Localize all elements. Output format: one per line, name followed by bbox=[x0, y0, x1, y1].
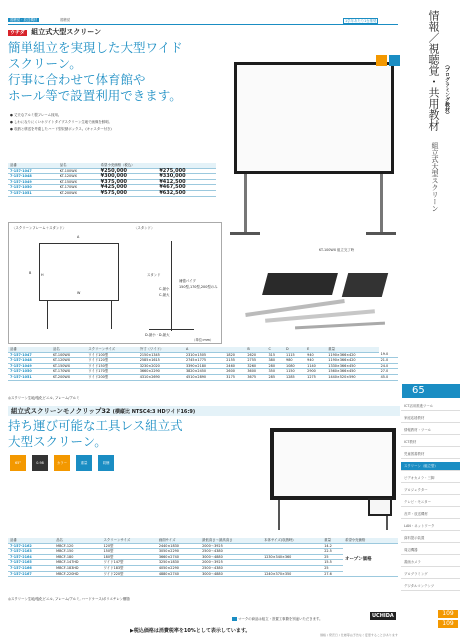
monoclip-screen-photo bbox=[270, 420, 400, 540]
install-mark-icon bbox=[232, 617, 237, 621]
col-header: 外寸（ワイド） bbox=[138, 347, 184, 352]
col-header: 品番 bbox=[8, 347, 51, 352]
spec-note: ◎スクリーン生地/塩化ビニル, フレーム/アルミ bbox=[8, 396, 80, 400]
maker-logo: UCHIDA bbox=[372, 613, 394, 619]
storage-case-photo bbox=[235, 268, 395, 340]
diagram-side-base bbox=[149, 329, 194, 330]
screen-stand-right bbox=[380, 174, 383, 234]
spec-table bbox=[8, 347, 398, 381]
photo-caption: KT-100WX 組立完了時 bbox=[319, 248, 355, 252]
bundle-icon: 同梱 bbox=[98, 455, 114, 471]
col-header: D bbox=[284, 347, 305, 352]
sidebar-tab-active[interactable]: スクリーン（組立型） bbox=[401, 462, 460, 471]
section1-headline: 簡単組立を実現した大型ワイド スクリーン。 行事に合わせて体育館や ホール等で設置利用できます。 bbox=[8, 40, 183, 103]
brand-logo: ウチダ bbox=[10, 30, 25, 36]
rotated-title: 情報／視聴覚・共用教材 bbox=[427, 10, 440, 131]
sidebar-tab[interactable]: ICT教材 bbox=[401, 438, 460, 447]
vertical-section-label: 組立式大型スクリーン bbox=[431, 142, 439, 212]
table-row: 7-157-2167 MBCF-220HD ワイド220型 4880×2740 3000〜4880 1240×370×350 27.6 bbox=[8, 571, 398, 577]
case-box bbox=[262, 273, 338, 295]
sidebar-tab[interactable]: 音声・放送機材 bbox=[401, 510, 460, 519]
sidebar-tab[interactable]: ビデオカメラ・三脚 bbox=[401, 474, 460, 483]
header-page-label: 視聴覚 bbox=[60, 18, 71, 22]
sidebar-tab[interactable]: プログラミング bbox=[401, 570, 460, 579]
sidebar-tab[interactable]: 周辺機器 bbox=[401, 546, 460, 555]
footer-small-note: 価格 / 発売日 / 仕様等は予告なく変更することがあります bbox=[320, 633, 398, 637]
bullet-item: ● 丈夫なアルミ製フレーム採用。 bbox=[10, 113, 62, 117]
col-header: 希望小売価格（税込） bbox=[99, 163, 216, 168]
col-header: C bbox=[267, 347, 285, 352]
rotated-subtitle: （プログラミング教材） bbox=[444, 62, 450, 117]
table-row: 7-157-2166 MBCF-183HD ワイド183型 4050×2290 2500〜4380 25 bbox=[8, 565, 398, 571]
price-table bbox=[8, 163, 216, 197]
sidebar-tab[interactable]: 資料提示装置 bbox=[401, 534, 460, 543]
open-price: オープン価格 bbox=[343, 543, 398, 577]
tax-note: ▶税込価格は消費税率を10%として表示しています。 bbox=[130, 628, 251, 634]
col-header: 品番 bbox=[8, 538, 54, 543]
table-row: 7-157-1051 KT-200WX ¥575,000 ¥632,500 bbox=[8, 190, 216, 196]
footer-legend: マークの商品は組立・設置工事費を別途いただきます。 bbox=[232, 617, 323, 621]
col-header: A bbox=[184, 347, 245, 352]
sidebar-page-number: 65 bbox=[402, 384, 460, 398]
table-row: 7-157-1048 KT-120WX ¥300,000 ¥330,000 bbox=[8, 174, 216, 180]
sidebar-tab[interactable]: 児童図書教材 bbox=[401, 450, 460, 459]
col-header: 重量 bbox=[326, 347, 378, 352]
table-row: 7-157-1047 KT-100WX ワイド100型 2150×1345 2310×1505 1820 2620 315 1115 940 1190×366×420 19.0 bbox=[8, 352, 398, 358]
table-row: 7-157-1049 KT-150WX ¥375,000 ¥412,500 bbox=[8, 179, 216, 185]
diagram-stand-right bbox=[111, 301, 112, 329]
screen-stand-base-right bbox=[366, 232, 396, 235]
sidebar-tab[interactable]: LAN・ネットワーク bbox=[401, 522, 460, 531]
col-header: B bbox=[245, 347, 266, 352]
col-header: 品名 bbox=[51, 347, 86, 352]
diagram-side-pole bbox=[171, 241, 172, 331]
col-header: 品名 bbox=[54, 538, 101, 543]
col-header: 本体サイズ(収納時) bbox=[262, 538, 322, 543]
diagram-stand-left bbox=[47, 301, 48, 329]
table-row: 7-157-2163 MBCF-150 150型 3050×2290 2500〜4380 22.5 bbox=[8, 549, 398, 555]
col-header: 画面サイズ bbox=[157, 538, 200, 543]
bullet-item: ● しわになりにくいホワイトタイプスクリーン生地で画像を鮮明。 bbox=[10, 120, 112, 124]
table-row: 7-157-2165 MBCF-147HD ワイド147型 3250×1830 2000〜3925 15.5 bbox=[8, 560, 398, 566]
feature-icon-2 bbox=[389, 55, 400, 66]
kt-screen-photo bbox=[224, 52, 400, 252]
sidebar-tab[interactable]: ICT活用推進ツール bbox=[401, 402, 460, 411]
col-header: 重量 bbox=[322, 538, 343, 543]
sidebar-tab[interactable]: デジタルコンテンツ bbox=[401, 582, 460, 591]
screen-surface bbox=[270, 428, 396, 500]
sidebar-tab[interactable]: 書画カメラ bbox=[401, 558, 460, 567]
dimension-diagram: 〈スクリーンフレーム＋スタンド〉 〈スタンド〉 A B H W スタンド C-最小 C-最大 補強パイプ 150型,170型,200型のみ D-最小 · D-最大 （単位:mm） bbox=[8, 222, 222, 344]
monoclip-spec-note: ◎スクリーン生地/塩化ビニル, フレーム/アルミ, ハードケース/ポリエチレン樹脂 bbox=[8, 597, 130, 601]
col-header: スクリーンサイズ bbox=[86, 347, 138, 352]
screen-stand-base-left bbox=[230, 232, 260, 235]
col-header: スクリーンサイズ bbox=[102, 538, 157, 543]
col-header: 希望小売価格 bbox=[343, 538, 398, 543]
monoclip-spec-table bbox=[8, 538, 398, 577]
table-row: 7-157-1051 KT-200WX ワイド200型 4310×2690 4510×2890 3175 3675 285 1285 1275 1440×520×590 45.0 bbox=[8, 374, 398, 380]
section2-headline: 持ち運び可能な工具レス組立式 大型スクリーン。 bbox=[8, 418, 183, 449]
screen-surface bbox=[234, 62, 394, 174]
table-row: 7-157-1048 KT-120WX ワイド120型 2585×1615 2745×1775 2155 2755 380 980 940 1190×366×420 21.0 bbox=[8, 358, 398, 364]
table-row: 7-157-2164 MBCF-180 180型 3660×2740 3000〜4880 1230×340×360 25 bbox=[8, 554, 398, 560]
col-header: 最低高さ〜最高高さ bbox=[200, 538, 262, 543]
header-category: 視聴覚・放送機材 bbox=[10, 18, 38, 22]
page-num-badge: 109 bbox=[438, 610, 458, 618]
frame-parts bbox=[295, 322, 385, 330]
case-lid bbox=[342, 273, 388, 297]
section1-bullets bbox=[10, 112, 210, 133]
weight-icon: 重量 bbox=[76, 455, 92, 471]
section1-title-bar: ウチダ 組立式大型スクリーン bbox=[10, 28, 102, 36]
col-header: E bbox=[305, 347, 326, 352]
table-row: 7-157-1050 KT-170WX ¥425,000 ¥467,500 bbox=[8, 185, 216, 191]
sidebar-tab[interactable]: 情報教材・ツール bbox=[401, 426, 460, 435]
feature-icon-1 bbox=[376, 55, 387, 66]
table-row: 7-157-1047 KT-100WX ¥250,000 ¥275,000 bbox=[8, 168, 216, 174]
sidebar-tab[interactable]: プロジェクター bbox=[401, 486, 460, 495]
small-screen-thumb bbox=[368, 498, 392, 516]
col-header: 品名 bbox=[58, 163, 99, 168]
header-badge: 1学年あたり1台推奨 bbox=[345, 19, 377, 23]
gain-icon: 0.98 bbox=[32, 455, 48, 471]
section2-title-bar: 組立式スクリーンモノクリップ32 (横縦比 NTSC4:3 HDワイド16:9) bbox=[8, 406, 400, 416]
feature-tiles bbox=[10, 455, 120, 473]
angle-icon: 65° bbox=[10, 455, 26, 471]
sidebar-tab[interactable]: テレビ・モニター bbox=[401, 498, 460, 507]
page-num-badge: 109 bbox=[438, 620, 458, 628]
screen-stand-left bbox=[244, 174, 247, 234]
bullet-item: ● 収納と移送を考慮したハード型収納ボックス。(キャスター付き) bbox=[10, 127, 112, 131]
header-bar bbox=[8, 17, 398, 25]
table-row: 7-157-1049 KT-150WX ワイド150型 3230×2020 3390×2180 2460 3260 280 1080 1140 1330×366×450 24.0 bbox=[8, 363, 398, 369]
col-header: 品番 bbox=[8, 163, 58, 168]
table-row: 7-157-2162 MBCF-120 120型 2440×1830 2000〜3925 14.2 オープン価格 bbox=[8, 543, 398, 549]
table-row: 7-157-1050 KT-170WX ワイド170型 3660×2290 3820×2450 2600 3600 350 1150 2900 1560×366×450 27.0 bbox=[8, 369, 398, 375]
screen-stand bbox=[278, 500, 280, 530]
color-icon: カラー bbox=[54, 455, 70, 471]
sidebar-tab[interactable]: 家庭応援教材 bbox=[401, 414, 460, 423]
